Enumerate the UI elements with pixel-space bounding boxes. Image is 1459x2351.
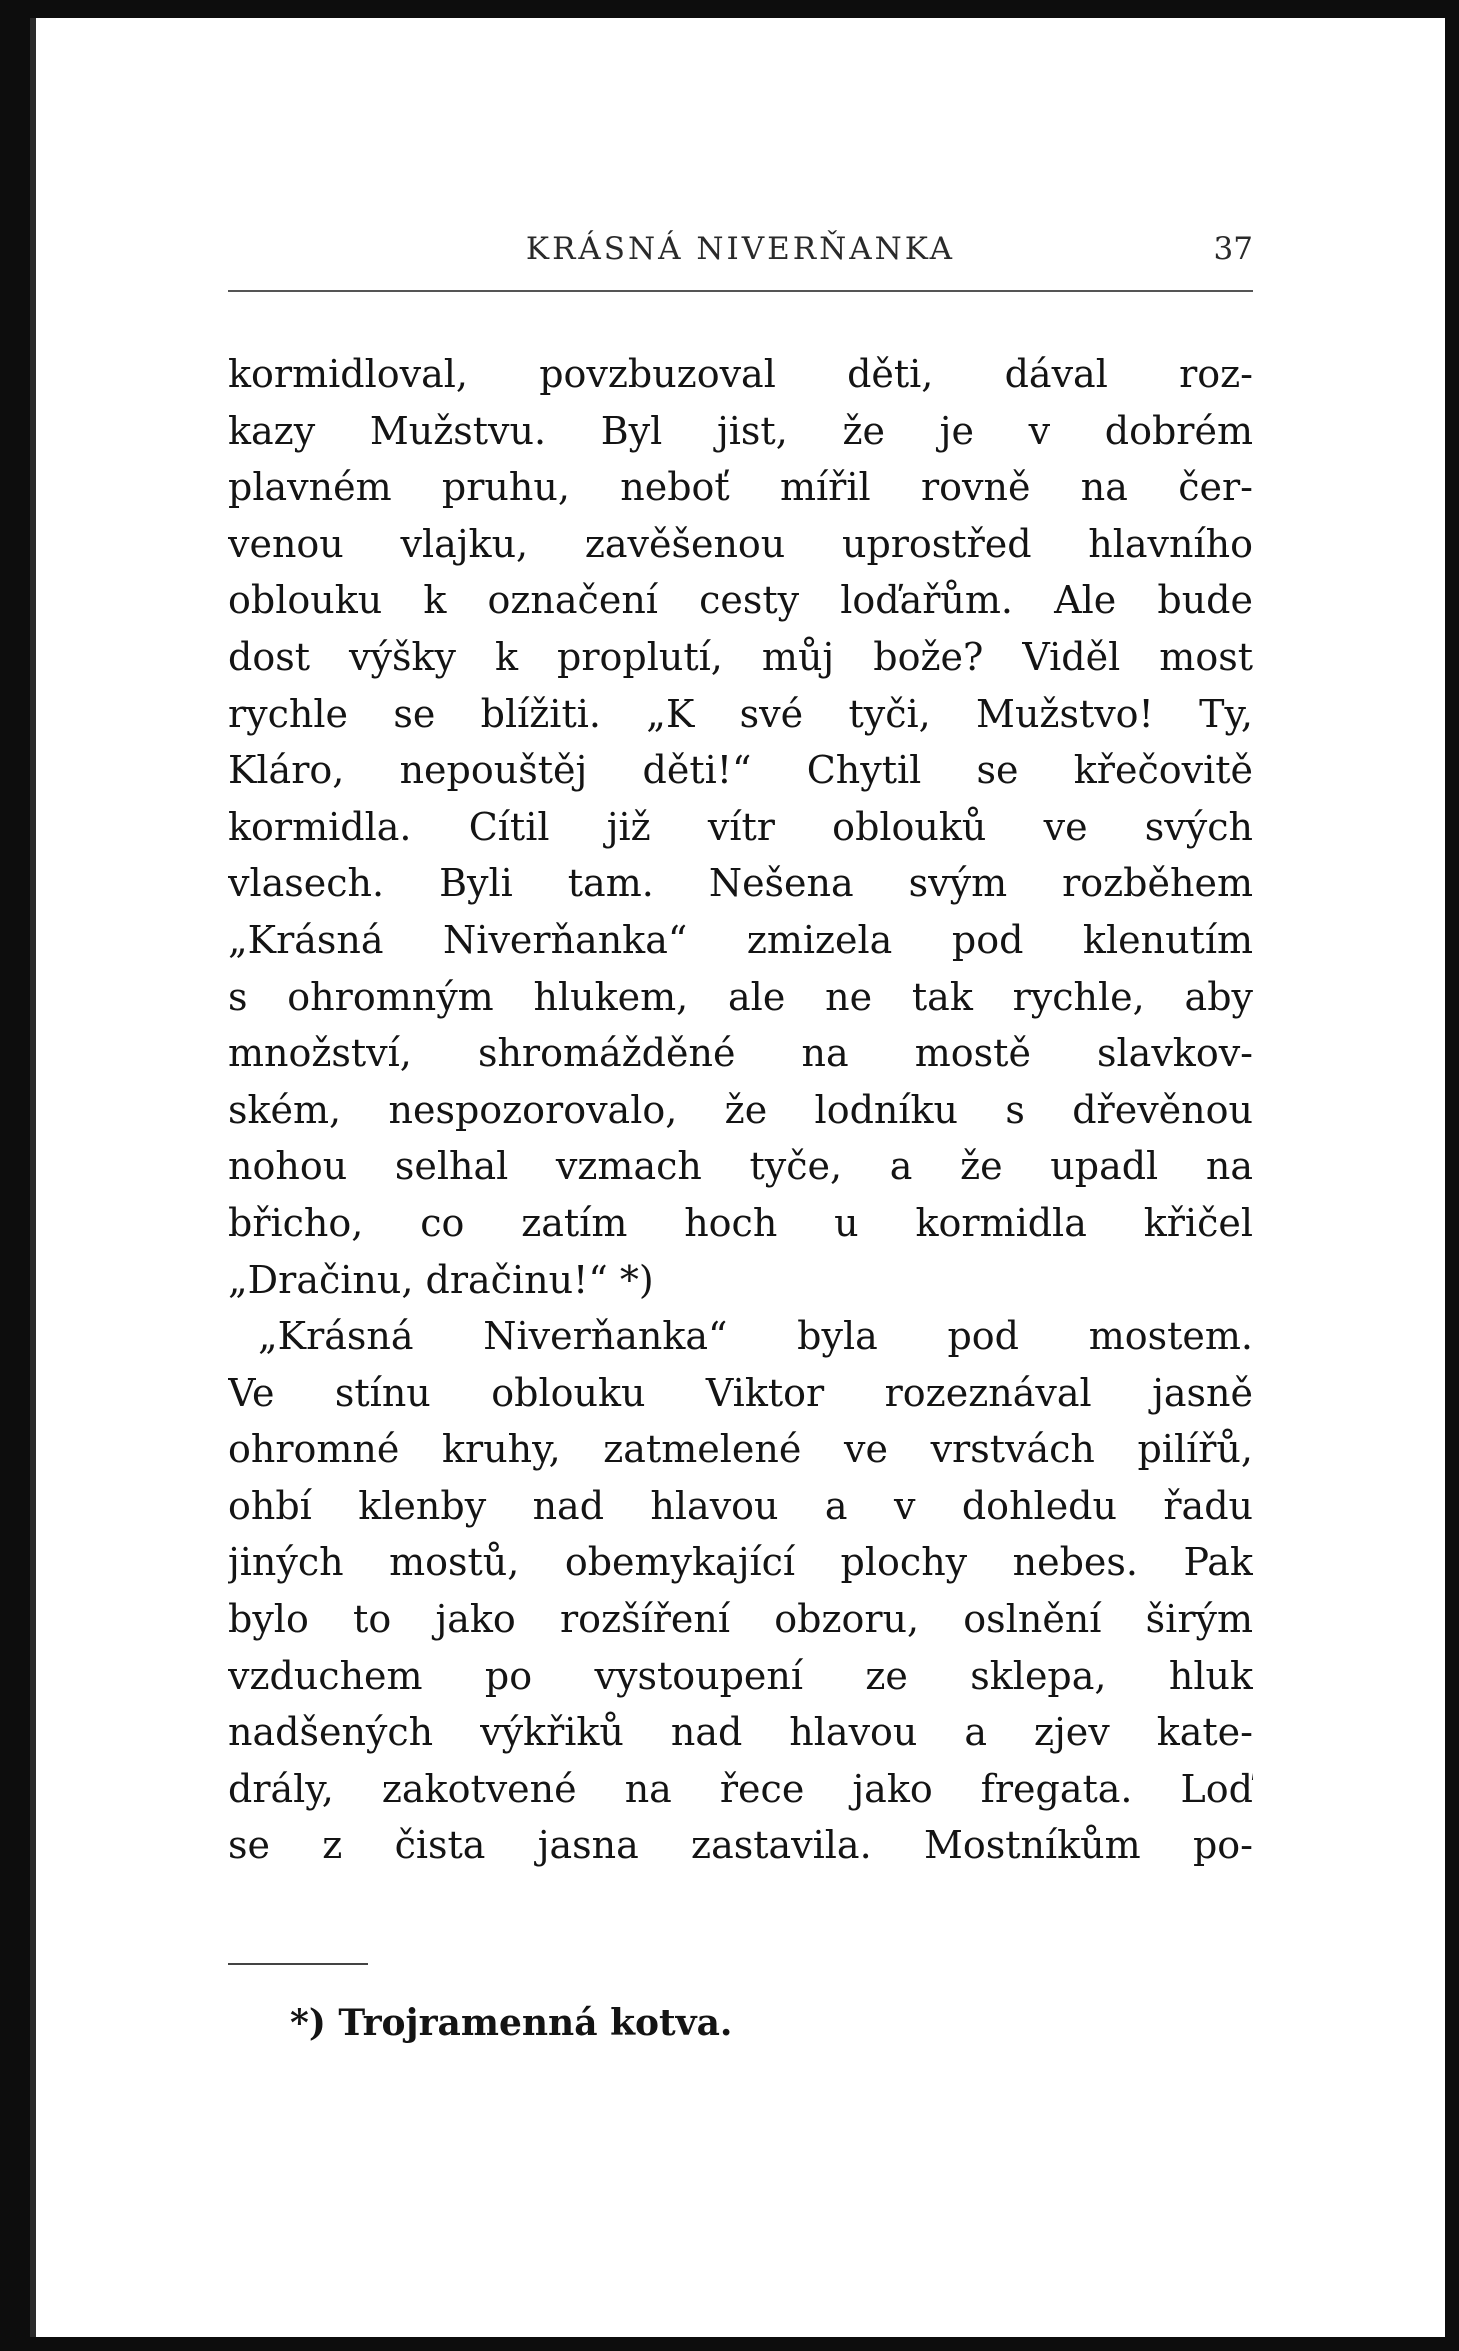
text-line: drály, zakotvené na řece jako fregata. Loď: [228, 1766, 1253, 1811]
footnote-rule: [228, 1963, 368, 1965]
text-line: jiných mostů, obemykající plochy nebes. Pak: [228, 1540, 1253, 1585]
footnote: *) Trojramenná kotva.: [290, 2002, 733, 2044]
text-line: ohromné kruhy, zatmelené ve vrstvách pilířů,: [228, 1427, 1253, 1472]
text-line: kormidloval, povzbuzoval děti, dával roz-: [228, 352, 1253, 396]
scan-edge-left-shadow: [30, 18, 36, 2351]
text-line: nohou selhal vzmach tyče, a že upadl na: [228, 1144, 1253, 1189]
text-line: břicho, co zatím hoch u kormidla křičel: [228, 1200, 1253, 1245]
body-text: [228, 346, 1253, 1874]
text-line: Kláro, nepouštěj děti!“ Chytil se křečovitě: [228, 748, 1253, 793]
text-line: s ohromným hlukem, ale ne tak rychle, aby: [228, 974, 1253, 1019]
page-number: 37: [1213, 231, 1253, 267]
scan-edge-left: [0, 0, 30, 2351]
text-line: „Krásná Niverňanka“ zmizela pod klenutím: [228, 917, 1253, 962]
text-line: ohbí klenby nad hlavou a v dohledu řadu: [228, 1483, 1253, 1528]
scan-edge-right: [1445, 0, 1459, 2351]
scan-edge-top: [0, 0, 1459, 18]
text-line: „Dračinu, dračinu!“ *): [228, 1257, 654, 1302]
text-line: vzduchem po vystoupení ze sklepa, hluk: [228, 1653, 1253, 1698]
text-line: množství, shromážděné na mostě slavkov-: [228, 1031, 1253, 1076]
text-line: rychle se blížiti. „K své tyči, Mužstvo! Ty,: [228, 691, 1253, 736]
scan-edge-bottom: [0, 2337, 1459, 2351]
text-line: se z čista jasna zastavila. Mostníkům po-: [228, 1823, 1253, 1868]
running-head: [228, 225, 1253, 275]
text-line: kazy Mužstvu. Byl jist, že je v dobrém: [228, 408, 1253, 453]
text-line: bylo to jako rozšíření obzoru, oslnění širým: [228, 1597, 1253, 1642]
text-line: kormidla. Cítil již vítr oblouků ve svých: [228, 804, 1253, 849]
header-rule: [228, 290, 1253, 292]
text-line: oblouku k označení cesty loďařům. Ale bude: [228, 578, 1253, 623]
running-title: KRÁSNÁ NIVERŇANKA: [525, 231, 956, 267]
text-line: Ve stínu oblouku Viktor rozeznával jasně: [228, 1370, 1253, 1415]
text-line: vlasech. Byli tam. Nešena svým rozběhem: [228, 861, 1253, 906]
text-line: ském, nespozorovalo, že lodníku s dřevěnou: [228, 1087, 1253, 1132]
text-line: „Krásná Niverňanka“ byla pod mostem.: [258, 1314, 1253, 1359]
text-line: nadšených výkřiků nad hlavou a zjev kate-: [228, 1710, 1253, 1755]
text-line: venou vlajku, zavěšenou uprostřed hlavního: [228, 521, 1253, 566]
text-line: plavném pruhu, neboť mířil rovně na čer-: [228, 465, 1253, 510]
text-line: dost výšky k proplutí, můj bože? Viděl most: [228, 634, 1253, 679]
